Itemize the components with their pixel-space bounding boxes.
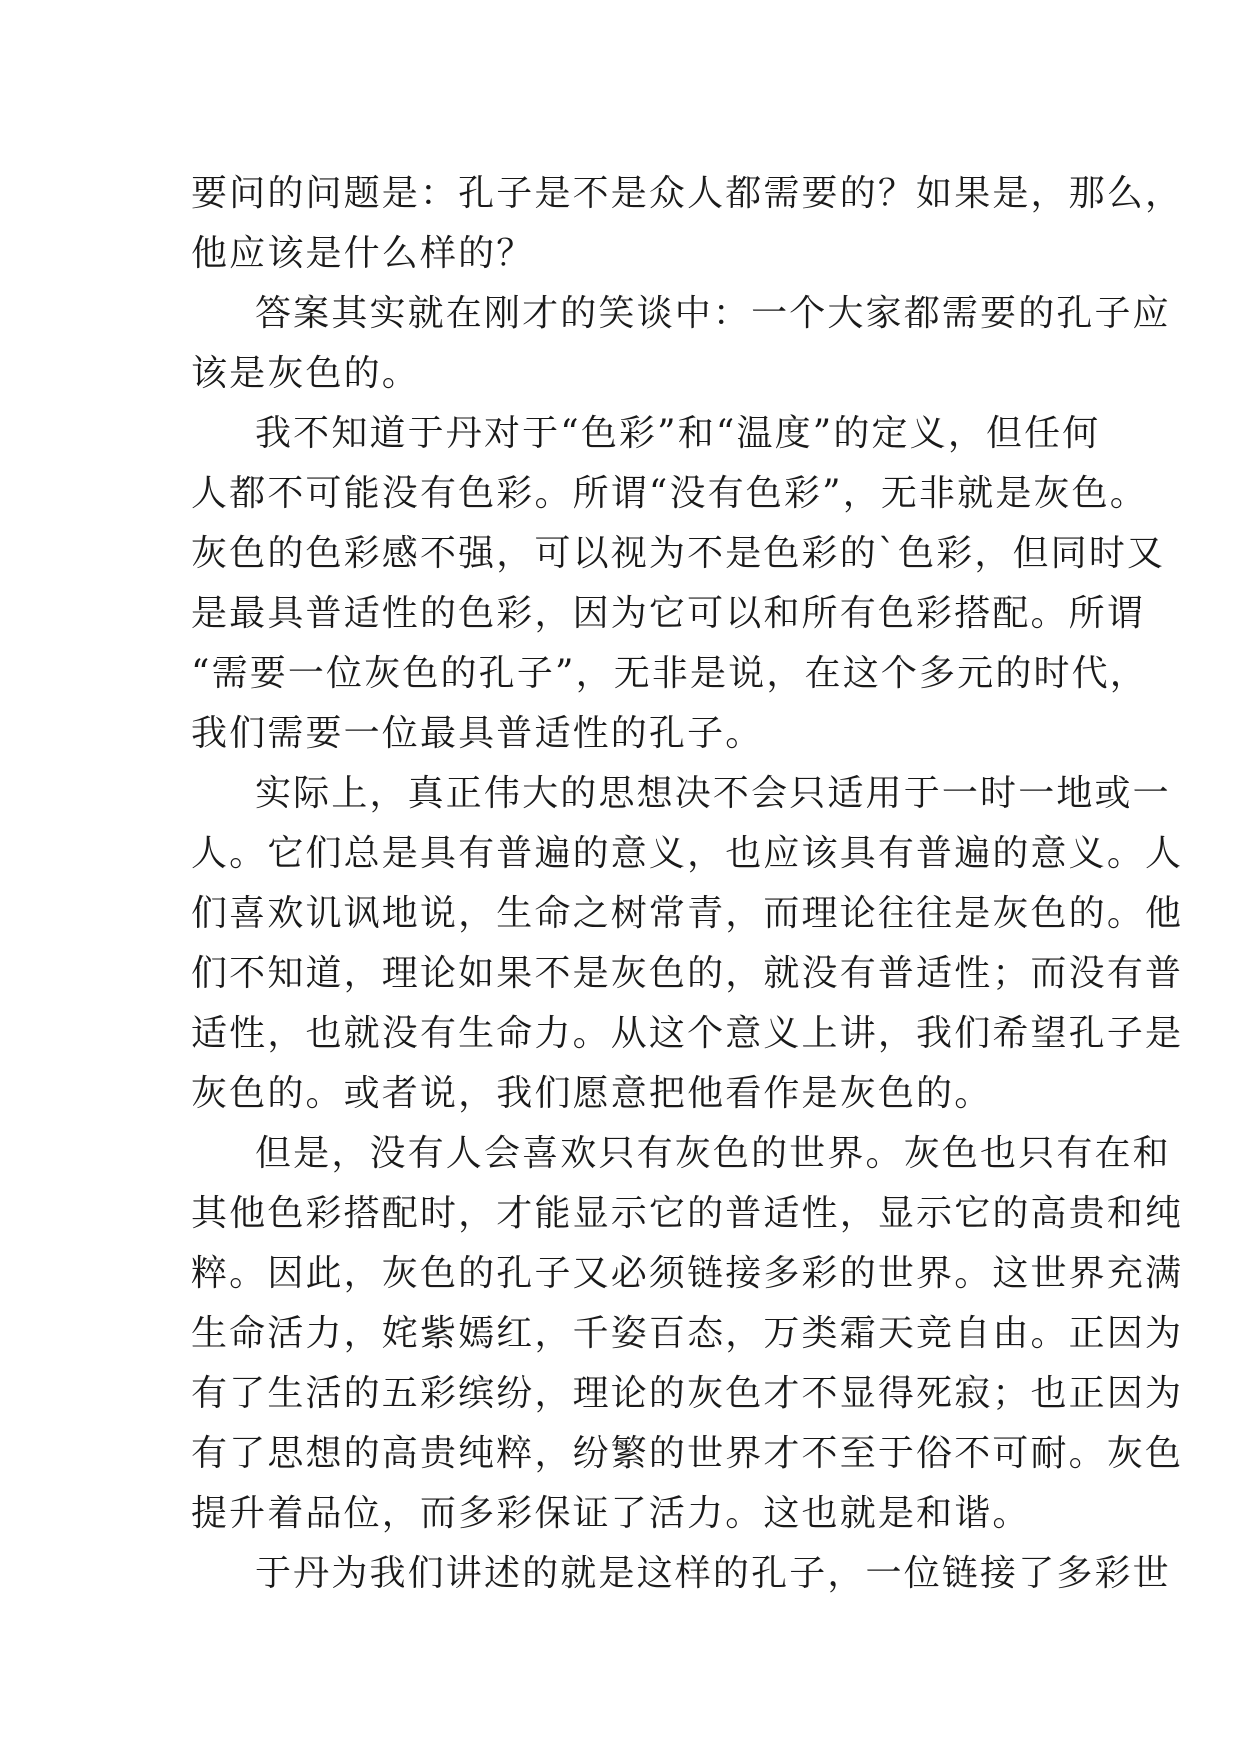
text-line: 生命活力，姹紫嫣红，千姿百态，万类霜天竞自由。正因为 bbox=[191, 1313, 1184, 1354]
text-line: 要问的问题是：孔子是不是众人都需要的？如果是，那么， bbox=[191, 173, 1184, 214]
text-line: 是最具普适性的色彩，因为它可以和所有色彩搭配。所谓 bbox=[191, 593, 1146, 634]
body-text bbox=[191, 164, 1184, 1604]
text-line: “需要一位灰色的孔子”，无非是说，在这个多元的时代， bbox=[191, 653, 1148, 694]
text-line: 他应该是什么样的？ bbox=[191, 233, 535, 274]
text-line: 但是，没有人会喜欢只有灰色的世界。灰色也只有在和 bbox=[255, 1133, 1171, 1174]
text-line: 人都不可能没有色彩。所谓“没有色彩”，无非就是灰色。 bbox=[191, 473, 1148, 514]
text-line: 灰色的。或者说，我们愿意把他看作是灰色的。 bbox=[191, 1073, 993, 1114]
text-line: 于丹为我们讲述的就是这样的孔子，一位链接了多彩世 bbox=[255, 1553, 1171, 1594]
text-line: 人。它们总是具有普遍的意义，也应该具有普遍的意义。人 bbox=[191, 833, 1184, 874]
text-line: 提升着品位，而多彩保证了活力。这也就是和谐。 bbox=[191, 1493, 1031, 1534]
text-line: 粹。因此，灰色的孔子又必须链接多彩的世界。这世界充满 bbox=[191, 1253, 1184, 1294]
text-line: 答案其实就在刚才的笑谈中：一个大家都需要的孔子应 bbox=[255, 293, 1171, 334]
text-line: 该是灰色的。 bbox=[191, 353, 420, 394]
text-line: 我们需要一位最具普适性的孔子。 bbox=[191, 713, 764, 754]
text-line: 实际上，真正伟大的思想决不会只适用于一时一地或一 bbox=[255, 773, 1171, 814]
text-line: 有了生活的五彩缤纷，理论的灰色才不显得死寂；也正因为 bbox=[191, 1373, 1184, 1414]
text-line: 们喜欢讥讽地说，生命之树常青，而理论往往是灰色的。他 bbox=[191, 893, 1184, 934]
text-line: 其他色彩搭配时，才能显示它的普适性，显示它的高贵和纯 bbox=[191, 1193, 1184, 1234]
text-line: 灰色的色彩感不强，可以视为不是色彩的`色彩，但同时又 bbox=[191, 533, 1166, 574]
text-line: 们不知道，理论如果不是灰色的，就没有普适性；而没有普 bbox=[191, 953, 1184, 994]
text-line: 适性，也就没有生命力。从这个意义上讲，我们希望孔子是 bbox=[191, 1013, 1184, 1054]
text-line: 有了思想的高贵纯粹，纷繁的世界才不至于俗不可耐。灰色 bbox=[191, 1433, 1184, 1474]
text-line: 我不知道于丹对于“色彩”和“温度”的定义，但任何 bbox=[255, 413, 1101, 454]
